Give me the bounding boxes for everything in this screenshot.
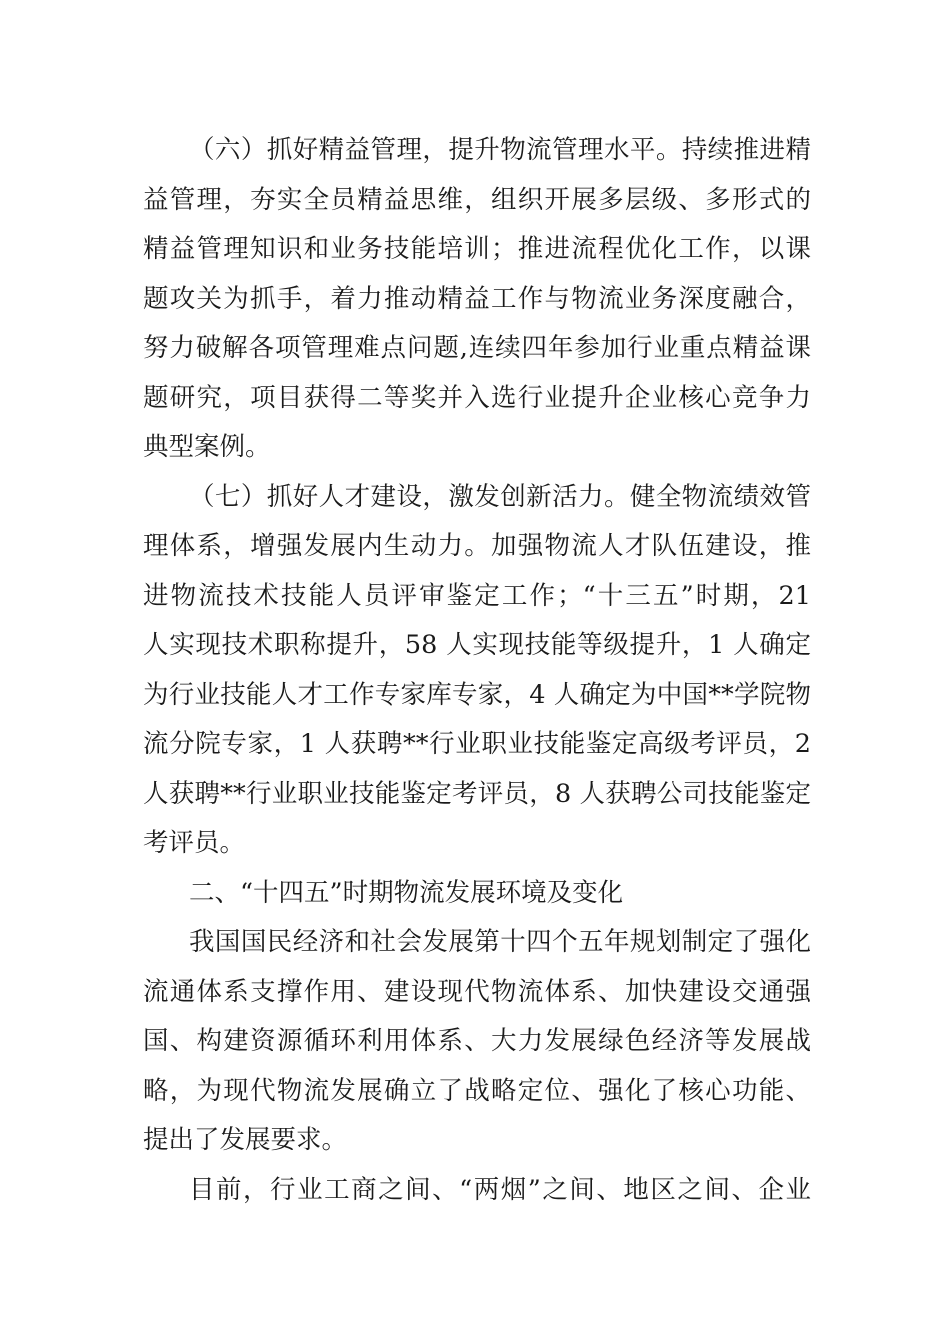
text-line: 题攻关为抓手，着力推动精益工作与物流业务深度融合，	[143, 283, 811, 314]
text-line: 益管理，夯实全员精益思维，组织开展多层级、多形式的	[143, 184, 811, 215]
text-line: 考评员。	[143, 828, 246, 858]
text-line: 提出了发展要求。	[143, 1125, 348, 1155]
text-line: 努力破解各项管理难点问题,连续四年参加行业重点精益课	[143, 333, 811, 363]
paragraph-five-year-plan	[143, 918, 811, 1166]
text-line: 题研究，项目获得二等奖并入选行业提升企业核心竞争力	[143, 382, 811, 413]
text-line: 进物流技术技能人员评审鉴定工作；“十三五”时期，21	[143, 580, 811, 611]
text-line: 人获聘**行业职业技能鉴定考评员，8 人获聘公司技能鉴定	[143, 778, 811, 809]
text-line: （七）抓好人才建设，激发创新活力。健全物流绩效管	[189, 481, 811, 512]
text-line: 典型案例。	[143, 432, 271, 462]
text-line: 理体系，增强发展内生动力。加强物流人才队伍建设，推	[143, 531, 811, 561]
text-line: 我国国民经济和社会发展第十四个五年规划制定了强化	[189, 927, 811, 957]
text-line: （六）抓好精益管理，提升物流管理水平。持续推进精	[189, 135, 811, 165]
section-heading	[143, 869, 811, 919]
text-line: 流通体系支撑作用、建设现代物流体系、加快建设交通强	[143, 976, 811, 1007]
text-line: 为行业技能人才工作专家库专家，4 人确定为中国**学院物	[143, 679, 811, 710]
section-heading-text: 二、“十四五”时期物流发展环境及变化	[189, 877, 624, 908]
text-line: 国、构建资源循环利用体系、大力发展绿色经济等发展战	[143, 1026, 811, 1056]
text-line: 流分院专家，1 人获聘**行业职业技能鉴定高级考评员，2	[143, 729, 811, 759]
text-line: 目前，行业工商之间、“两烟”之间、地区之间、企业	[189, 1174, 811, 1205]
document-body	[143, 126, 811, 1215]
paragraph-lean-management	[143, 126, 811, 473]
text-line: 人实现技术职称提升，58 人实现技能等级提升，1 人确定	[143, 630, 811, 660]
paragraph-talent-building	[143, 473, 811, 869]
text-line: 精益管理知识和业务技能培训；推进流程优化工作，以课	[143, 234, 811, 264]
paragraph-current-situation	[143, 1166, 811, 1216]
text-line: 略，为现代物流发展确立了战略定位、强化了核心功能、	[143, 1075, 811, 1106]
